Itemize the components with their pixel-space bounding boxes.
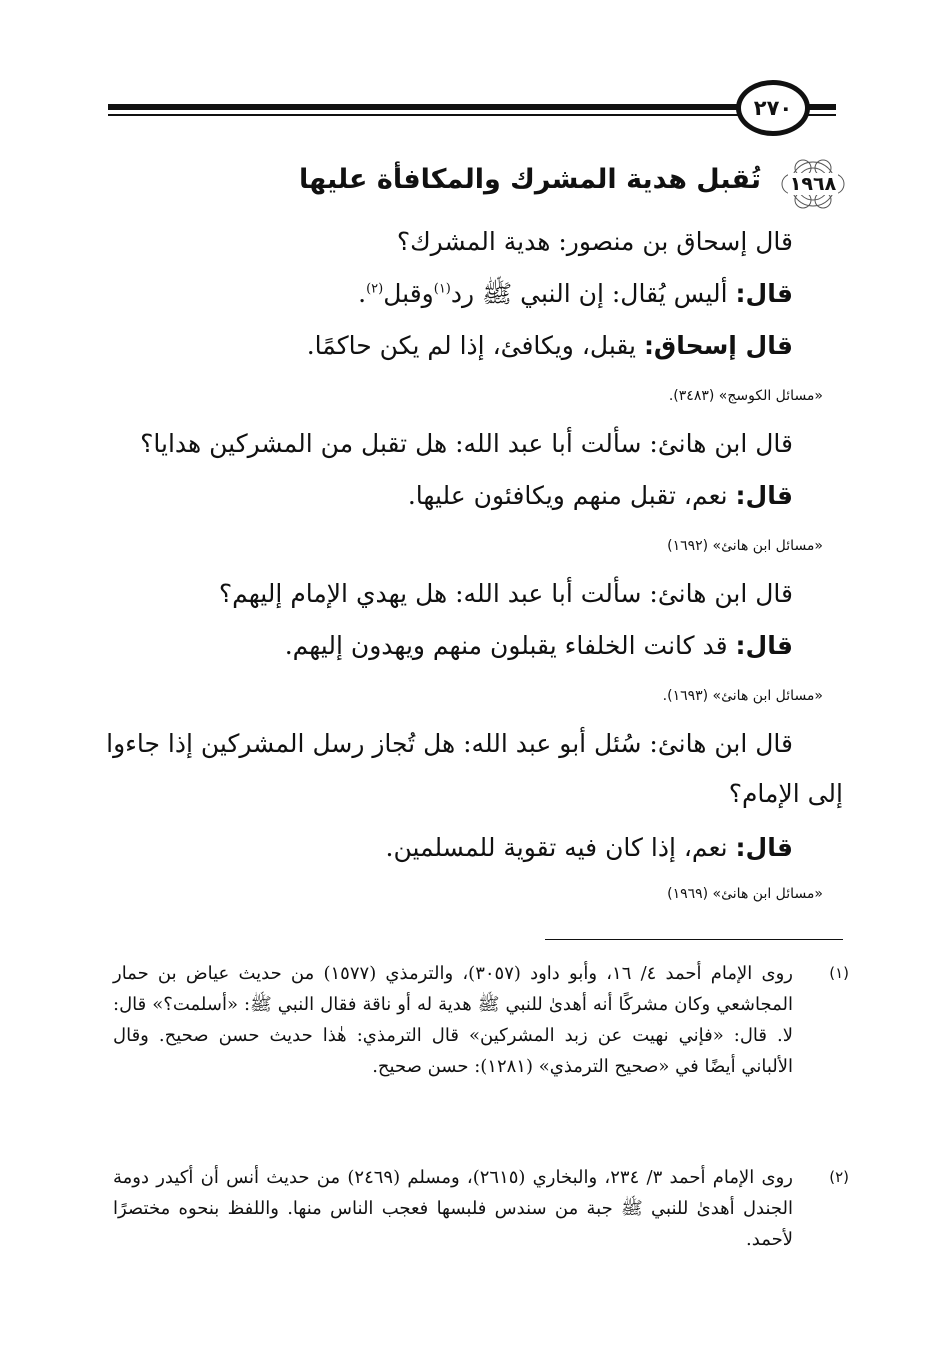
question-line-continued: إلى الإمام؟ — [728, 779, 843, 808]
answer-line — [93, 826, 793, 870]
footnote-text: روى الإمام أحمد ٤/ ١٦، وأبو داود (٣٠٥٧)، والترمذي (١٥٧٧) من حديث عياض بن حمار المجاشعي وكان مشركًا أنه أهدىٰ للنبي ﷺ هدية له أو ناقة فقال النبي ﷺ: «أسلمت؟» قال: لا. قال: «فإني نهيت عن زبد المشركين» قال الترمذي: هٰذا حديث حسن صحيح. وقال الألباني أيضًا في «صحيح الترمذي» (١٢٨١): حسن صحيح. — [113, 963, 793, 1077]
speaker-label: قال: — [735, 279, 793, 308]
section-number-ornament — [778, 158, 848, 210]
answer-line — [93, 272, 793, 316]
question-line: قال إسحاق بن منصور: هدية المشرك؟ — [396, 227, 793, 256]
section-number: ١٩٦٨ — [789, 173, 837, 195]
header-rule-thick — [108, 104, 738, 110]
speaker-label: قال: — [735, 481, 793, 510]
answer-text: وقبل — [383, 279, 434, 308]
page-number: ٢٧٠ — [753, 96, 793, 120]
header-rule-thick-right — [808, 104, 836, 110]
speaker-label: قال: — [735, 631, 793, 660]
section-title: تُقبل هدية المشرك والمكافأة عليها — [299, 164, 761, 195]
answer-text: نعم، إذا كان فيه تقوية للمسلمين. — [385, 833, 736, 862]
answer-text: . — [358, 279, 367, 308]
answer-text: قد كانت الخلفاء يقبلون منهم ويهدون إليهم. — [284, 631, 736, 660]
footnote-separator — [545, 939, 843, 940]
answer-line — [93, 324, 793, 368]
footnote-ref[interactable]: (١) — [433, 281, 451, 297]
footnote-number: (١) — [829, 964, 849, 982]
answer-line — [93, 624, 793, 668]
header-rule-thin — [108, 114, 738, 116]
source-citation: «مسائل ابن هانئ» (١٦٩٣). — [662, 688, 823, 704]
answer-line — [93, 474, 793, 518]
answer-text: يقبل، ويكافئ، إذا لم يكن حاكمًا. — [306, 331, 644, 360]
question-line: قال ابن هانئ: سُئل أبو عبد الله: هل تُجاز رسل المشركين إذا جاءوا — [106, 729, 793, 758]
footnote-text: روى الإمام أحمد ٣/ ٢٣٤، والبخاري (٢٦١٥)، ومسلم (٢٤٦٩) من حديث أنس أن أكيدر دومة الجندل أهدىٰ للنبي ﷺ جبة من سندس فلبسها فعجب الناس منها. واللفظ بنحوه مختصرًا لأحمد. — [113, 1167, 794, 1250]
question-line: قال ابن هانئ: سألت أبا عبد الله: هل يهدي الإمام إليهم؟ — [218, 579, 793, 608]
footnote-number: (٢) — [829, 1168, 849, 1186]
answer-text: نعم، تقبل منهم ويكافئون عليها. — [407, 481, 736, 510]
page-number-badge — [736, 80, 810, 136]
footnote-ref[interactable]: (٢) — [366, 281, 384, 297]
answer-text: أليس يُقال: إن النبي ﷺ رد — [450, 279, 736, 308]
speaker-label: قال: — [735, 833, 793, 862]
header-rule-thin-right — [808, 114, 836, 116]
source-citation: «مسائل الكوسج» (٣٤٨٣). — [668, 388, 823, 404]
source-citation: «مسائل ابن هانئ» (١٦٩٢) — [667, 538, 823, 554]
question-line: قال ابن هانئ: سألت أبا عبد الله: هل تقبل من المشركين هدايا؟ — [140, 429, 793, 458]
source-citation: «مسائل ابن هانئ» (١٩٦٩) — [667, 886, 823, 902]
speaker-label: قال إسحاق: — [643, 331, 793, 360]
